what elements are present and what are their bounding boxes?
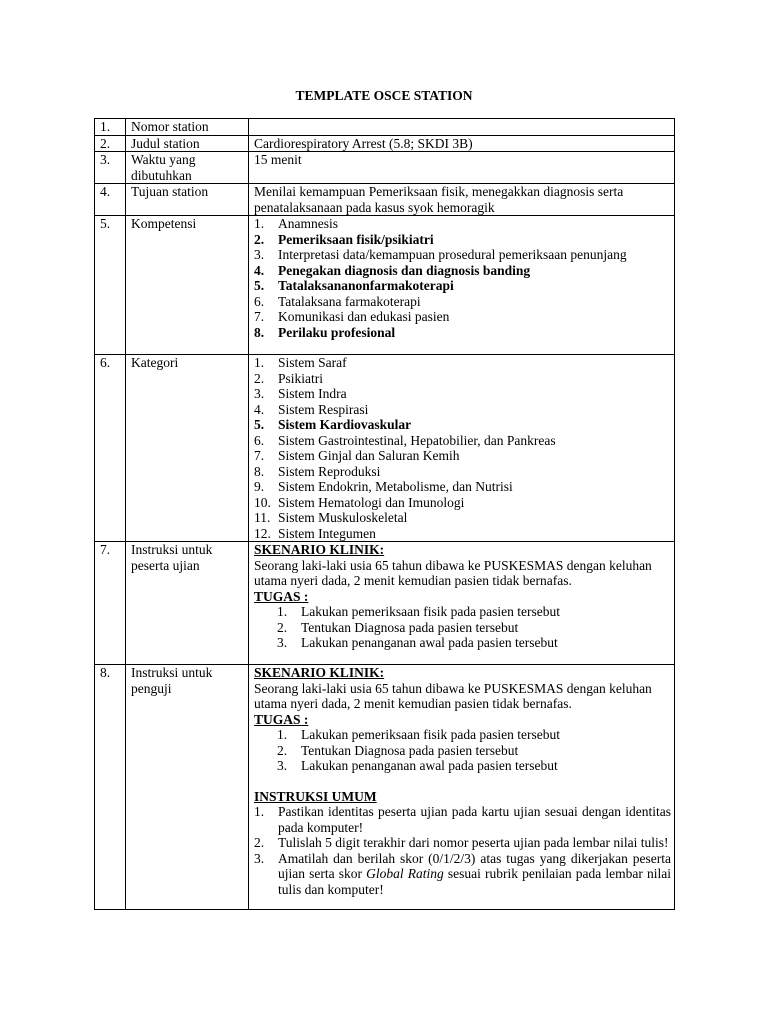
item-text: Sistem Hematologi dan Imunologi xyxy=(278,494,465,510)
item-text: Lakukan penanganan awal pada pasien tersebut xyxy=(301,758,558,773)
list-item xyxy=(254,325,671,341)
row-value: Cardiorespiratory Arrest (5.8; SKDI 3B) xyxy=(249,135,675,152)
list-item xyxy=(254,851,671,898)
list-item xyxy=(254,402,671,418)
item-number: 3. xyxy=(254,850,265,866)
item-text: Perilaku profesional xyxy=(278,324,396,340)
list-item xyxy=(254,386,671,402)
item-text: Psikiatri xyxy=(278,370,324,386)
list-item xyxy=(254,216,671,232)
row-number: 5. xyxy=(95,216,126,355)
item-number: 6. xyxy=(254,293,265,309)
item-number: 2. xyxy=(277,742,288,758)
table-row xyxy=(95,216,675,355)
table-row xyxy=(95,119,675,136)
row-number: 4. xyxy=(95,184,126,216)
list-item xyxy=(254,510,671,526)
list-item xyxy=(254,263,671,279)
item-number: 2. xyxy=(254,835,265,850)
item-text: Lakukan pemeriksaan fisik pada pasien tersebut xyxy=(301,604,561,619)
item-text: sesuai rubrik penilaian pada lembar nilai tulis dan komputer! xyxy=(278,866,672,897)
row-number: 6. xyxy=(95,355,126,542)
task-list xyxy=(254,604,671,651)
row-number: 3. xyxy=(95,152,126,184)
tasks-heading: TUGAS : xyxy=(254,588,309,604)
row-value xyxy=(249,216,675,355)
item-number: 6. xyxy=(254,432,265,448)
item-number: 8. xyxy=(254,324,265,340)
task-list xyxy=(254,727,671,774)
row-label: Kategori xyxy=(126,355,249,542)
item-text-italic: Global Rating xyxy=(366,866,444,881)
list-item xyxy=(254,278,671,294)
item-text: Amatilah dan berilah skor (0/1/2/3) atas tugas yang dikerjakan peserta ujian serta skor xyxy=(278,850,671,881)
item-number: 1. xyxy=(254,804,265,819)
item-number: 11. xyxy=(254,510,271,525)
list-item xyxy=(254,804,671,835)
item-text: Sistem Respirasi xyxy=(278,401,369,417)
row-label: Nomor station xyxy=(126,119,249,136)
item-number: 3. xyxy=(254,386,265,401)
list-item xyxy=(254,479,671,495)
item-number: 4. xyxy=(254,401,265,417)
list-item xyxy=(254,371,671,387)
table-row xyxy=(95,184,675,216)
row-number: 7. xyxy=(95,542,126,665)
item-text: Interpretasi data/kemampuan prosedural pemeriksaan penunjang xyxy=(278,247,627,262)
list-item xyxy=(254,635,671,651)
list-item xyxy=(254,758,671,774)
general-instructions-list xyxy=(254,804,671,897)
item-number: 12. xyxy=(254,525,271,541)
item-text: Sistem Muskuloskeletal xyxy=(278,510,408,525)
item-number: 4. xyxy=(254,262,265,278)
list-item xyxy=(254,526,671,542)
row-value xyxy=(249,665,675,910)
item-text: Tulislah 5 digit terakhir dari nomor peserta ujian pada lembar nilai tulis! xyxy=(278,835,669,850)
row-number: 1. xyxy=(95,119,126,136)
item-text: Tatalaksana farmakoterapi xyxy=(278,293,421,309)
item-text: Anamnesis xyxy=(278,216,338,231)
item-number: 3. xyxy=(277,758,288,773)
row-number: 2. xyxy=(95,135,126,152)
row-value: Menilai kemampuan Pemeriksaan fisik, menegakkan diagnosis serta penatalaksanaan pada kasus syok hemoragik xyxy=(249,184,675,216)
general-instructions-heading: INSTRUKSI UMUM xyxy=(254,788,377,804)
item-text: Sistem Ginjal dan Saluran Kemih xyxy=(278,448,460,463)
item-number: 1. xyxy=(254,216,265,231)
item-number: 1. xyxy=(277,604,288,619)
item-number: 5. xyxy=(254,417,265,432)
list-item xyxy=(254,495,671,511)
list-item xyxy=(254,448,671,464)
item-text: Sistem Saraf xyxy=(278,355,347,370)
item-number: 9. xyxy=(254,479,265,494)
list-item xyxy=(254,417,671,433)
item-text: Sistem Integumen xyxy=(278,525,376,541)
list-item xyxy=(254,232,671,248)
item-number: 2. xyxy=(254,231,265,247)
row-value: 15 menit xyxy=(249,152,675,184)
item-number: 7. xyxy=(254,309,265,324)
scenario-heading: SKENARIO KLINIK: xyxy=(254,542,385,557)
item-number: 7. xyxy=(254,448,265,463)
item-text: Tentukan Diagnosa pada pasien tersebut xyxy=(301,619,519,635)
list-item xyxy=(254,294,671,310)
item-text: Lakukan pemeriksaan fisik pada pasien tersebut xyxy=(301,727,561,742)
item-text: Sistem Endokrin, Metabolisme, dan Nutrisi xyxy=(278,479,513,494)
list-item xyxy=(254,433,671,449)
item-text: Sistem Reproduksi xyxy=(278,463,381,479)
item-text: Komunikasi dan edukasi pasien xyxy=(278,309,450,324)
item-text: Sistem Gastrointestinal, Hepatobilier, dan Pankreas xyxy=(278,432,556,448)
list-item xyxy=(254,743,671,759)
list-item xyxy=(254,355,671,371)
list-item xyxy=(254,309,671,325)
table-row xyxy=(95,135,675,152)
tasks-heading: TUGAS : xyxy=(254,711,309,727)
table-row xyxy=(95,665,675,910)
item-text: Sistem Indra xyxy=(278,386,347,401)
row-label: Kompetensi xyxy=(126,216,249,355)
row-value xyxy=(249,119,675,136)
table-row xyxy=(95,542,675,665)
row-value xyxy=(249,542,675,665)
row-label: Instruksi untuk peserta ujian xyxy=(126,542,249,665)
list-item xyxy=(254,247,671,263)
table-row xyxy=(95,355,675,542)
document-title: TEMPLATE OSCE STATION xyxy=(295,88,473,103)
item-text: Pemeriksaan fisik/psikiatri xyxy=(278,231,434,247)
item-number: 2. xyxy=(277,619,288,635)
item-text: Pastikan identitas peserta ujian pada kartu ujian sesuai dengan identitas pada komputer! xyxy=(278,804,671,835)
item-number: 3. xyxy=(277,635,288,650)
list-item xyxy=(254,604,671,620)
item-number: 2. xyxy=(254,370,265,386)
item-number: 3. xyxy=(254,247,265,262)
scenario-text: Seorang laki-laki usia 65 tahun dibawa ke PUSKESMAS dengan keluhan utama nyeri dada, 2 menit kemudian pasien tidak bernafas. xyxy=(254,680,652,711)
category-list xyxy=(254,355,671,541)
item-number: 10. xyxy=(254,494,271,510)
spacer xyxy=(254,774,671,789)
item-number: 5. xyxy=(254,278,265,293)
item-text: Sistem Kardiovaskular xyxy=(278,417,412,432)
item-text: Lakukan penanganan awal pada pasien tersebut xyxy=(301,635,558,650)
item-number: 1. xyxy=(254,355,265,370)
scenario-text: Seorang laki-laki usia 65 tahun dibawa ke PUSKESMAS dengan keluhan utama nyeri dada, 2 menit kemudian pasien tidak bernafas. xyxy=(254,557,652,588)
item-number: 1. xyxy=(277,727,288,742)
row-value xyxy=(249,355,675,542)
row-label: Instruksi untuk penguji xyxy=(126,665,249,910)
list-item xyxy=(254,835,671,851)
row-label: Waktu yang dibutuhkan xyxy=(126,152,249,184)
item-number: 8. xyxy=(254,463,265,479)
item-text: Tatalaksananonfarmakoterapi xyxy=(278,278,454,293)
competency-list xyxy=(254,216,671,340)
item-text: Penegakan diagnosis dan diagnosis banding xyxy=(278,262,531,278)
table-row xyxy=(95,152,675,184)
list-item xyxy=(254,727,671,743)
osce-station-table xyxy=(94,118,675,910)
item-text: Tentukan Diagnosa pada pasien tersebut xyxy=(301,742,519,758)
row-number: 8. xyxy=(95,665,126,910)
list-item xyxy=(254,464,671,480)
row-label: Tujuan station xyxy=(126,184,249,216)
scenario-heading: SKENARIO KLINIK: xyxy=(254,665,385,680)
list-item xyxy=(254,620,671,636)
row-label: Judul station xyxy=(126,135,249,152)
